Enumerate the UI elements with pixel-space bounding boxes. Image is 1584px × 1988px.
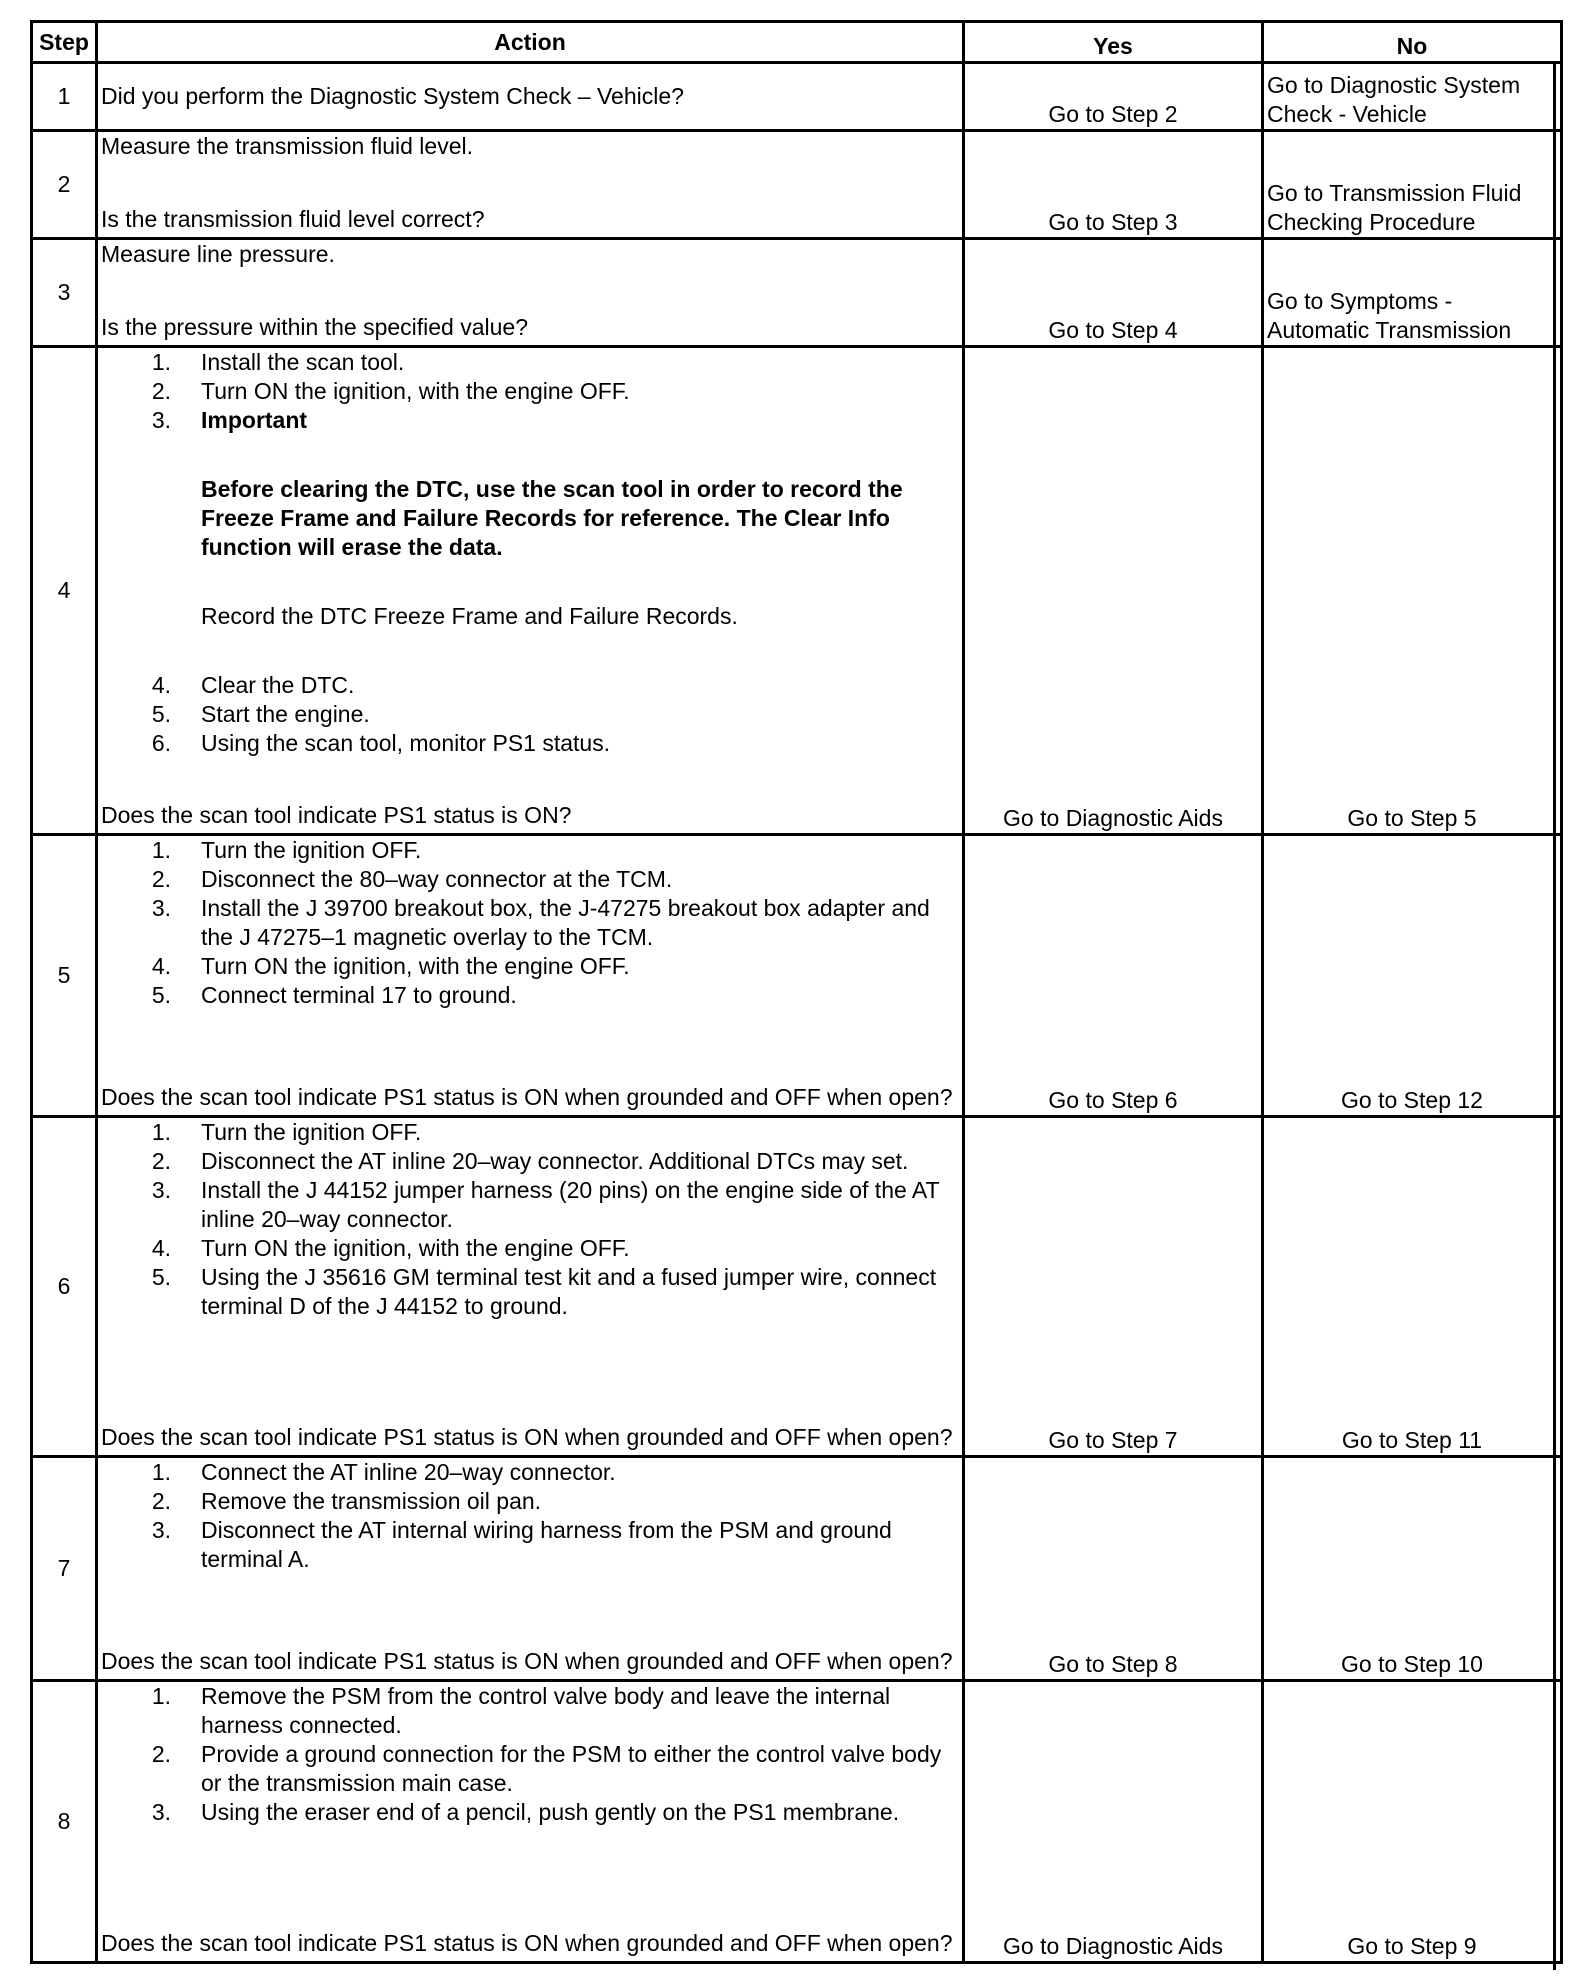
no-cell: Go to Diagnostic System Check - Vehicle bbox=[1263, 63, 1562, 131]
procedure-list bbox=[101, 836, 959, 1010]
list-item: 5. Start the engine. bbox=[151, 701, 370, 727]
header-no: No bbox=[1263, 22, 1562, 63]
instruction-text: Measure line pressure. bbox=[101, 241, 335, 267]
header-action: Action bbox=[97, 22, 964, 63]
table-row bbox=[32, 835, 1562, 1117]
no-cell: Go to Step 10 bbox=[1263, 1457, 1562, 1681]
procedure-list bbox=[101, 348, 959, 435]
table-row bbox=[32, 131, 1562, 239]
yes-cell: Go to Step 7 bbox=[964, 1117, 1263, 1457]
action-cell bbox=[97, 347, 964, 835]
step-number: 1 bbox=[32, 63, 97, 131]
procedure-list bbox=[101, 1682, 959, 1827]
action-cell bbox=[97, 131, 964, 239]
action-cell bbox=[97, 1117, 964, 1457]
question-text: Does the scan tool indicate PS1 status is ON when grounded and OFF when open? bbox=[101, 1424, 953, 1450]
step-number: 7 bbox=[32, 1457, 97, 1681]
list-item: 2. Turn ON the ignition, with the engine OFF. bbox=[151, 378, 630, 404]
question-text: Did you perform the Diagnostic System Check – Vehicle? bbox=[101, 83, 684, 109]
list-item: 3. Install the J 44152 jumper harness (20 pins) on the engine side of the AT inline 20–way connector. bbox=[151, 1177, 940, 1232]
action-cell bbox=[97, 1681, 964, 1963]
question-text: Is the pressure within the specified value? bbox=[101, 314, 529, 340]
action-cell bbox=[97, 1457, 964, 1681]
table-row bbox=[32, 1117, 1562, 1457]
list-item: 3. Install the J 39700 breakout box, the J-47275 breakout box adapter and the J 47275–1 magnetic overlay to the TCM. bbox=[151, 895, 930, 950]
list-item: 4. Clear the DTC. bbox=[151, 672, 355, 698]
list-item: 2. Disconnect the 80–way connector at the TCM. bbox=[151, 866, 673, 892]
question-text: Does the scan tool indicate PS1 status is ON when grounded and OFF when open? bbox=[101, 1084, 953, 1110]
yes-cell: Go to Step 4 bbox=[964, 239, 1263, 347]
header-row bbox=[32, 22, 1562, 63]
list-item: 1. Remove the PSM from the control valve body and leave the internal harness connected. bbox=[151, 1683, 891, 1738]
question-text: Does the scan tool indicate PS1 status is ON when grounded and OFF when open? bbox=[101, 1648, 953, 1674]
list-item: 3. Important bbox=[151, 407, 308, 433]
record-note: Record the DTC Freeze Frame and Failure Records. bbox=[201, 603, 738, 629]
no-cell: Go to Symptoms - Automatic Transmission bbox=[1263, 239, 1562, 347]
list-item: 1. Connect the AT inline 20–way connector. bbox=[151, 1459, 616, 1485]
yes-cell: Go to Step 8 bbox=[964, 1457, 1263, 1681]
step-number: 8 bbox=[32, 1681, 97, 1963]
step-number: 5 bbox=[32, 835, 97, 1117]
no-cell: Go to Step 11 bbox=[1263, 1117, 1562, 1457]
diagnostic-table bbox=[30, 20, 1563, 1964]
list-item: 1. Install the scan tool. bbox=[151, 349, 405, 375]
list-item: 2. Disconnect the AT inline 20–way connector. Additional DTCs may set. bbox=[151, 1148, 909, 1174]
no-cell: Go to Step 9 bbox=[1263, 1681, 1562, 1963]
table-row bbox=[32, 1681, 1562, 1963]
yes-cell: Go to Step 3 bbox=[964, 131, 1263, 239]
header-step: Step bbox=[32, 22, 97, 63]
no-cell: Go to Transmission Fluid Checking Procedure bbox=[1263, 131, 1562, 239]
action-cell bbox=[97, 835, 964, 1117]
step-number: 4 bbox=[32, 347, 97, 835]
question-text: Does the scan tool indicate PS1 status is ON when grounded and OFF when open? bbox=[101, 1930, 953, 1956]
list-item: 2. Remove the transmission oil pan. bbox=[151, 1488, 542, 1514]
yes-cell: Go to Step 2 bbox=[964, 63, 1263, 131]
question-text: Does the scan tool indicate PS1 status is ON? bbox=[101, 802, 572, 828]
header-yes: Yes bbox=[964, 22, 1263, 63]
table-row bbox=[32, 347, 1562, 835]
action-cell bbox=[97, 239, 964, 347]
list-item: 4. Turn ON the ignition, with the engine OFF. bbox=[151, 953, 630, 979]
yes-cell: Go to Diagnostic Aids bbox=[964, 347, 1263, 835]
right-frame-line bbox=[1553, 62, 1556, 1970]
table-row bbox=[32, 63, 1562, 131]
step-number: 2 bbox=[32, 131, 97, 239]
step-number: 3 bbox=[32, 239, 97, 347]
procedure-list bbox=[101, 1118, 959, 1321]
important-note: Before clearing the DTC, use the scan tool in order to record the Freeze Frame and Failure Records for reference. The Clear Info function will erase the data. bbox=[201, 476, 903, 560]
list-item: 2. Provide a ground connection for the PSM to either the control valve body or the transmission main case. bbox=[151, 1741, 942, 1796]
step-number: 6 bbox=[32, 1117, 97, 1457]
list-item: 4. Turn ON the ignition, with the engine OFF. bbox=[151, 1235, 630, 1261]
list-item: 1. Turn the ignition OFF. bbox=[151, 1119, 422, 1145]
procedure-list bbox=[101, 671, 959, 758]
no-cell: Go to Step 12 bbox=[1263, 835, 1562, 1117]
question-text: Is the transmission fluid level correct? bbox=[101, 206, 485, 232]
action-cell bbox=[97, 63, 964, 131]
procedure-list bbox=[101, 1458, 959, 1574]
list-item: 1. Turn the ignition OFF. bbox=[151, 837, 422, 863]
table-row bbox=[32, 1457, 1562, 1681]
list-item: 3. Disconnect the AT internal wiring harness from the PSM and ground terminal A. bbox=[151, 1517, 892, 1572]
yes-cell: Go to Diagnostic Aids bbox=[964, 1681, 1263, 1963]
table-row bbox=[32, 239, 1562, 347]
yes-cell: Go to Step 6 bbox=[964, 835, 1263, 1117]
no-cell: Go to Step 5 bbox=[1263, 347, 1562, 835]
list-item: 5. Connect terminal 17 to ground. bbox=[151, 982, 517, 1008]
list-item: 3. Using the eraser end of a pencil, push gently on the PS1 membrane. bbox=[151, 1799, 900, 1825]
instruction-text: Measure the transmission fluid level. bbox=[101, 133, 473, 159]
list-item: 6. Using the scan tool, monitor PS1 status. bbox=[151, 730, 611, 756]
list-item: 5. Using the J 35616 GM terminal test kit and a fused jumper wire, connect terminal D of the J 44152 to ground. bbox=[151, 1264, 937, 1319]
